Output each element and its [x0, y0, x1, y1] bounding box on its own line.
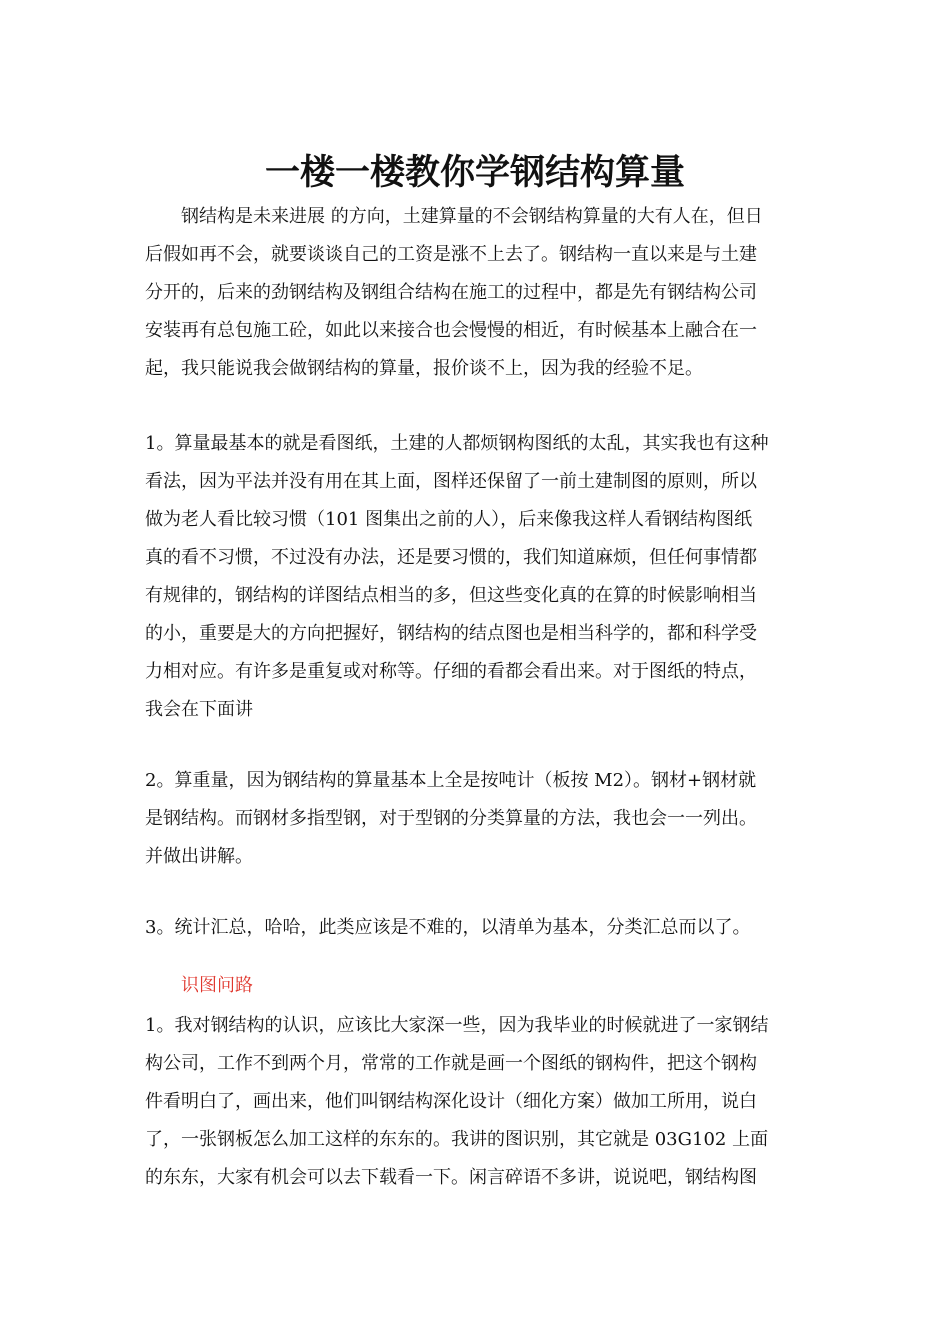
item1-line: 真的看不习惯，不过没有办法，还是要习惯的，我们知道麻烦，但任何事情都	[145, 547, 757, 568]
section1-line: 构公司，工作不到两个月，常常的工作就是画一个图纸的钢构件，把这个钢构	[145, 1053, 757, 1074]
item1-line: 力相对应。有许多是重复或对称等。仔细的看都会看出来。对于图纸的特点，	[145, 661, 757, 682]
item2-line: 2。算重量，因为钢结构的算量基本上全是按吨计（板按 M2）。钢材+钢材就	[145, 770, 757, 791]
item2-line: 并做出讲解。	[145, 846, 253, 867]
section1-line: 1。我对钢结构的认识，应该比大家深一些，因为我毕业的时候就进了一家钢结	[145, 1015, 769, 1036]
intro-line: 安装再有总包施工砼，如此以来接合也会慢慢的相近，有时候基本上融合在一	[145, 320, 757, 341]
item2-line: 是钢结构。而钢材多指型钢，对于型钢的分类算量的方法，我也会一一列出。	[145, 808, 757, 829]
intro-line: 分开的，后来的劲钢结构及钢组合结构在施工的过程中，都是先有钢结构公司	[145, 282, 757, 303]
item1-line: 1。算量最基本的就是看图纸，土建的人都烦钢构图纸的太乱，其实我也有这种	[145, 433, 769, 454]
section1-line: 件看明白了，画出来，他们叫钢结构深化设计（细化方案）做加工所用，说白	[145, 1091, 757, 1112]
intro-line: 钢结构是未来进展 的方向，土建算量的不会钢结构算量的大有人在，但日	[181, 206, 763, 227]
item1-line: 有规律的，钢结构的详图结点相当的多，但这些变化真的在算的时候影响相当	[145, 585, 757, 606]
item1-line: 的小，重要是大的方向把握好，钢结构的结点图也是相当科学的，都和科学受	[145, 623, 757, 644]
section1-line: 的东东，大家有机会可以去下载看一下。闲言碎语不多讲，说说吧，钢结构图	[145, 1167, 757, 1188]
section1-line: 了，一张钢板怎么加工这样的东东的。我讲的图识别，其它就是 03G102 上面	[145, 1129, 769, 1150]
intro-line: 后假如再不会，就要谈谈自己的工资是涨不上去了。钢结构一直以来是与土建	[145, 244, 757, 265]
item1-line: 我会在下面讲	[145, 699, 253, 720]
section-heading: 识图问路	[181, 975, 253, 996]
item3-line: 3。统计汇总，哈哈，此类应该是不难的，以清单为基本，分类汇总而以了。	[145, 917, 751, 938]
item1-line: 看法，因为平法并没有用在其上面，图样还保留了一前土建制图的原则，所以	[145, 471, 757, 492]
item1-line: 做为老人看比较习惯（101 图集出之前的人），后来像我这样人看钢结构图纸	[145, 509, 753, 530]
page-title: 一楼一楼教你学钢结构算量	[264, 153, 685, 193]
intro-line: 起，我只能说我会做钢结构的算量，报价谈不上，因为我的经验不足。	[145, 358, 703, 379]
